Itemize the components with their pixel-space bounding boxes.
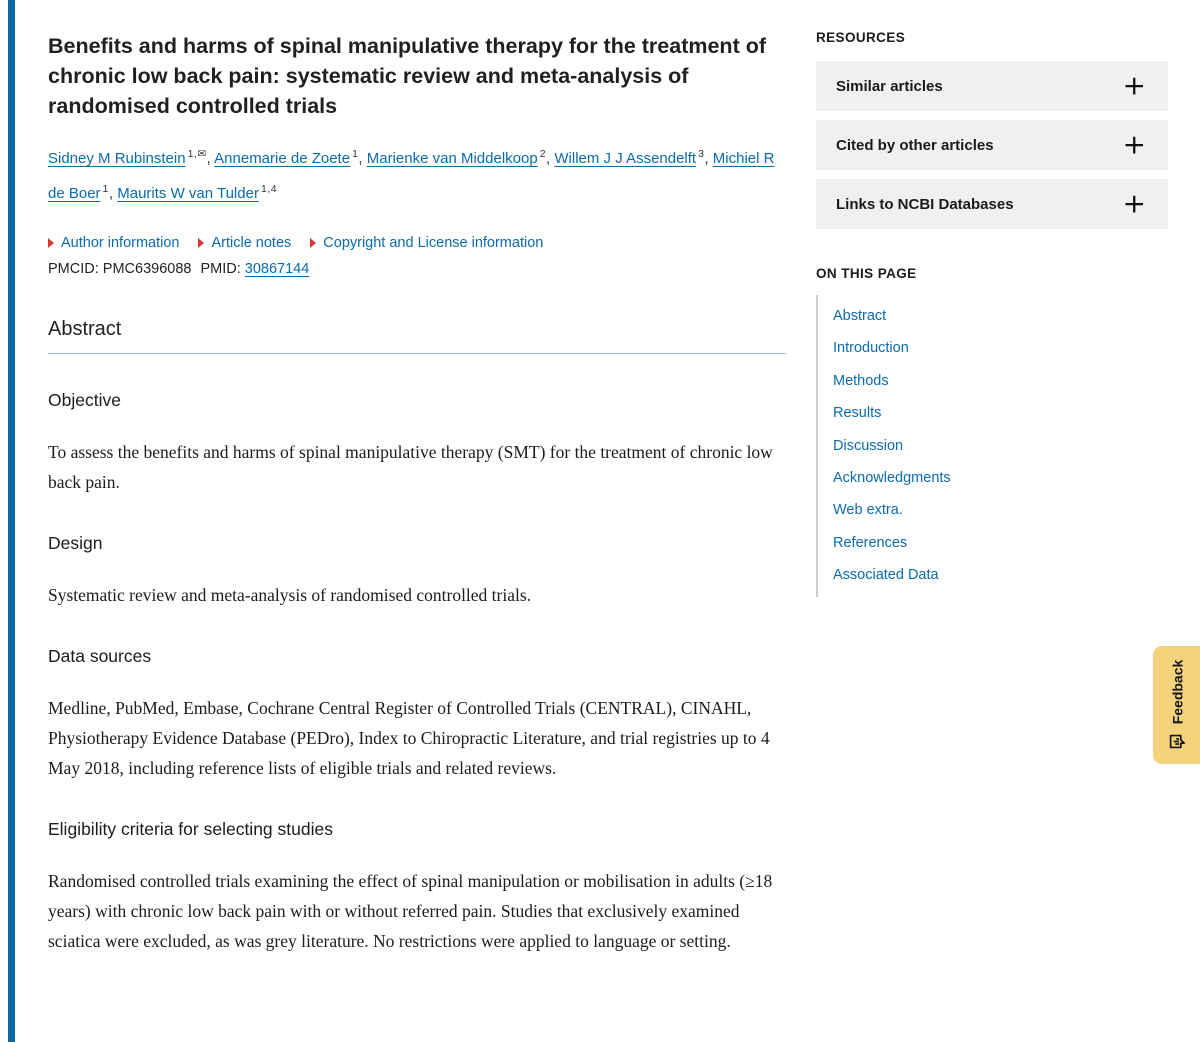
author: Willem J J Assendelft $^3$,: [554, 148, 713, 167]
on-this-page-nav: [816, 295, 1168, 597]
section-text-design: Systematic review and meta-analysis of randomised controlled trials.: [48, 585, 532, 605]
abstract-heading: Abstract: [48, 318, 786, 354]
author: [117, 185, 277, 202]
section-text-objective: To assess the benefits and harms of spinal manipulative therapy (SMT) for the treatment of chronic low back pain.: [48, 442, 773, 492]
nav-item-introduction: [833, 332, 1168, 364]
cited-by-accordion[interactable]: [816, 120, 1168, 170]
section-heading-objective: Objective: [48, 390, 121, 410]
cited-by-label: Cited by other articles: [836, 136, 994, 154]
nav-link-acknowledgments[interactable]: Acknowledgments: [833, 470, 951, 487]
article-notes-link[interactable]: [198, 235, 291, 251]
author-link[interactable]: Annemarie de Zoete: [214, 150, 351, 167]
nav-link-methods[interactable]: Methods: [833, 372, 889, 389]
disclosure-triangle-icon: [310, 238, 316, 248]
author-link[interactable]: Michiel R de Boer: [48, 150, 775, 202]
nav-link-introduction[interactable]: Introduction: [833, 340, 909, 357]
nav-item-discussion: [833, 430, 1168, 462]
feedback-button[interactable]: [1153, 646, 1200, 764]
author-link[interactable]: Willem J J Assendelft: [554, 150, 697, 167]
nav-item-acknowledgments: [833, 462, 1168, 494]
nav-link-associated-data[interactable]: Associated Data: [833, 567, 939, 584]
nav-link-results[interactable]: Results: [833, 405, 882, 422]
nav-item-web-extra: [833, 494, 1168, 526]
section-heading-eligibility: Eligibility criteria for selecting studies: [48, 819, 333, 839]
on-this-page-heading: ON THIS PAGE: [816, 266, 917, 281]
plus-icon: +: [1122, 69, 1146, 102]
nav-link-web-extra[interactable]: Web extra.: [833, 502, 903, 519]
author-superscript: 1: [352, 148, 359, 160]
author: Sidney M Rubinstein $^{1,✉}$,: [48, 148, 215, 167]
author: Marienke van Middelkoop $^2$,: [366, 148, 555, 167]
article-title: Benefits and harms of spinal manipulative therapy for the treatment of chronic low back pain: systematic review and meta-analysis of randomised controlled trials: [48, 34, 766, 118]
plus-icon: +: [1122, 187, 1146, 220]
nav-item-results: [833, 397, 1168, 429]
author: Michiel R de Boer $^1$,: [48, 150, 775, 202]
nav-item-abstract: [833, 300, 1168, 332]
author-superscript: 1: [102, 183, 109, 195]
author-information-link[interactable]: [48, 235, 179, 251]
section-heading-data-sources: Data sources: [48, 646, 152, 666]
author-superscript: 3: [698, 148, 705, 160]
article-meta-links: [48, 235, 786, 251]
nav-item-methods: [833, 365, 1168, 397]
disclosure-triangle-icon: [48, 238, 54, 248]
author-superscript: 1,4: [260, 183, 278, 195]
copyright-license-label: Copyright and License information: [323, 235, 544, 251]
author-superscript: 1,✉: [187, 148, 207, 160]
left-accent-bar: [8, 0, 15, 1042]
disclosure-triangle-icon: [198, 238, 204, 248]
section-text-data-sources: Medline, PubMed, Embase, Cochrane Central Register of Controlled Trials (CENTRAL), CINAHL, Physiotherapy Evidence Database (PEDro), Index to Chiropractic Literature, and trial registries up to 4 May 2018, including reference lists of eligible trials and related reviews.: [48, 698, 770, 778]
author-information-label: Author information: [61, 235, 180, 251]
author: Annemarie de Zoete $^1$,: [214, 148, 367, 167]
author-superscript: 2: [539, 148, 547, 160]
similar-articles-label: Similar articles: [836, 77, 943, 95]
ncbi-links-accordion[interactable]: [816, 179, 1168, 229]
ncbi-links-label: Links to NCBI Databases: [836, 195, 1014, 213]
similar-articles-accordion[interactable]: [816, 61, 1168, 111]
article-notes-label: Article notes: [211, 235, 292, 251]
right-sidebar: [816, 0, 1168, 597]
author-link[interactable]: Sidney M Rubinstein: [48, 150, 186, 167]
nav-link-references[interactable]: References: [833, 534, 908, 551]
section-heading-design: Design: [48, 533, 103, 553]
nav-item-references: [833, 527, 1168, 559]
resources-heading: RESOURCES: [816, 30, 906, 45]
author-list: [48, 139, 786, 209]
pmid-link[interactable]: 30867144: [244, 261, 310, 277]
article-main-column: [48, 0, 786, 974]
feedback-label: Feedback: [1168, 659, 1185, 725]
article-ids: [48, 261, 786, 277]
plus-icon: +: [1122, 128, 1146, 161]
nav-item-associated-data: [833, 559, 1168, 591]
section-text-eligibility: Randomised controlled trials examining the effect of spinal manipulation or mobilisation in adults (≥18 years) with chronic low back pain with or without referred pain. Studies that exclusively examined sciatica were excluded, as was grey literature. No restrictions were applied to language or setting.: [48, 871, 773, 951]
author-link[interactable]: Maurits W van Tulder: [117, 185, 259, 202]
copyright-license-link[interactable]: [310, 235, 543, 251]
pmcid-value: PMC6396088: [102, 261, 192, 277]
pmid-label: PMID:: [200, 261, 241, 277]
pmcid-label: PMCID:: [48, 261, 99, 277]
nav-link-abstract[interactable]: Abstract: [833, 308, 887, 324]
author-link[interactable]: Marienke van Middelkoop: [366, 150, 538, 167]
nav-link-discussion[interactable]: Discussion: [833, 437, 904, 454]
feedback-icon: [1168, 733, 1185, 750]
